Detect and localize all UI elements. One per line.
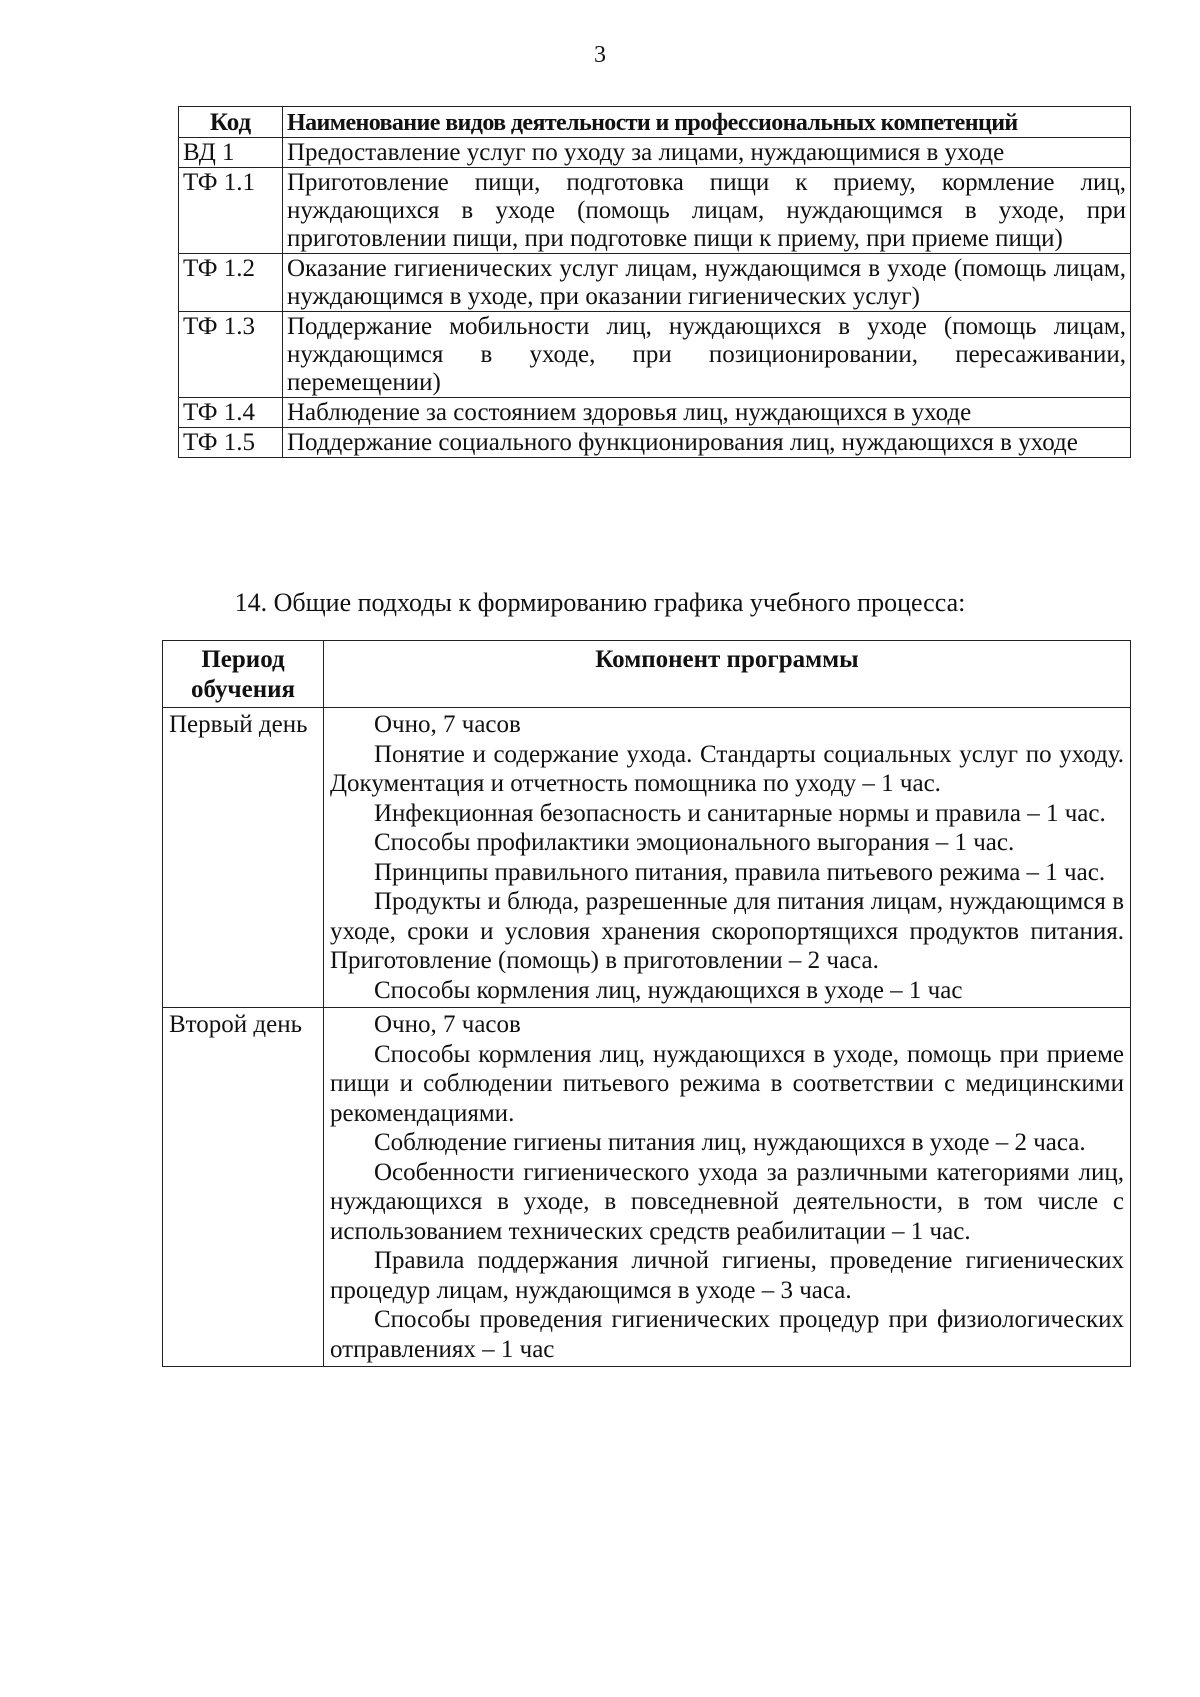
period-cell: Второй день (163, 1008, 324, 1367)
row-code: ТФ 1.5 (179, 428, 283, 458)
component-paragraph: Особенности гигиенического ухода за различными категориями лиц, нуждающихся в уходе, в повседневной деятельности, в том числе с использованием технических средств реабилитации – 1 час. (330, 1158, 1124, 1245)
row-code: ТФ 1.4 (179, 398, 283, 428)
schedule-row-day-1 (163, 708, 1131, 1008)
period-cell: Первый день (163, 708, 324, 1008)
row-code: ТФ 1.1 (179, 168, 283, 254)
row-name: Поддержание социального функционирования лиц, нуждающихся в уходе (283, 428, 1131, 458)
competencies-table-body (179, 138, 1131, 458)
table-header-row (163, 641, 1131, 708)
table-row (179, 168, 1131, 254)
row-code: ВД 1 (179, 138, 283, 168)
component-paragraph: Правила поддержания личной гигиены, проведение гигиенических процедур лицам, нуждающимся в уходе – 3 часа. (330, 1247, 1124, 1304)
component-paragraph: Способы кормления лиц, нуждающихся в уходе, помощь при приеме пищи и соблюдении питьевого режима в соответствии с медицинскими рекомендациями. (330, 1040, 1124, 1127)
component-paragraph: Принципы правильного питания, правила питьевого режима – 1 час. (374, 858, 1106, 886)
component-paragraph: Соблюдение гигиены питания лиц, нуждающихся в уходе – 2 часа. (374, 1129, 1086, 1156)
row-code: ТФ 1.2 (179, 254, 283, 312)
component-paragraph: Очно, 7 часов (374, 711, 521, 738)
table-row (179, 398, 1131, 428)
component-paragraph: Очно, 7 часов (374, 1011, 521, 1038)
row-code: ТФ 1.3 (179, 312, 283, 398)
row-name: Оказание гигиенических услуг лицам, нуждающимся в уходе (помощь лицам, нуждающимся в уходе, при оказании гигиенических услуг) (283, 254, 1131, 312)
row-name: Предоставление услуг по уходу за лицами, нуждающимися в уходе (283, 138, 1131, 168)
competencies-table (178, 106, 1131, 458)
component-cell (324, 1008, 1131, 1367)
period-column-header: Период обучения (163, 641, 324, 708)
name-column-header: Наименование видов деятельности и профессиональных компетенций (283, 107, 1131, 138)
component-paragraph: Способы профилактики эмоционального выгорания – 1 час. (374, 829, 1015, 856)
row-name: Наблюдение за состоянием здоровья лиц, нуждающихся в уходе (283, 398, 1131, 428)
page-number: 3 (594, 42, 606, 68)
table-row (179, 428, 1131, 458)
table-row (179, 254, 1131, 312)
row-name: Поддержание мобильности лиц, нуждающихся в уходе (помощь лицам, нуждающимся в уходе, при позиционировании, пересаживании, перемещении) (283, 312, 1131, 398)
component-paragraph: Способы проведения гигиенических процедур при физиологических отправлениях – 1 час (330, 1306, 1124, 1363)
component-paragraph: Понятие и содержание ухода. Стандарты социальных услуг по уходу. Документация и отчетность помощника по уходу – 1 час. (330, 740, 1124, 797)
component-column-header: Компонент программы (324, 641, 1131, 708)
table-row (179, 138, 1131, 168)
schedule-row-day-2 (163, 1008, 1131, 1367)
row-name: Приготовление пищи, подготовка пищи к приему, кормление лиц, нуждающихся в уходе (помощь лицам, нуждающимся в уходе, при приготовлении пищи, при подготовке пищи к приему, при приеме пищи) (283, 168, 1131, 254)
component-paragraph: Способы кормления лиц, нуждающихся в уходе – 1 час (374, 976, 963, 1004)
table-header-row (179, 107, 1131, 138)
table-row (179, 312, 1131, 398)
schedule-table (162, 640, 1131, 1367)
component-paragraph: Инфекционная безопасность и санитарные нормы и правила – 1 час. (374, 799, 1106, 827)
code-column-header: Код (179, 107, 283, 138)
section-title: 14. Общие подходы к формированию графика учебного процесса: (234, 588, 966, 617)
component-paragraph: Продукты и блюда, разрешенные для питания лицам, нуждающимся в уходе, сроки и условия хранения скоропортящихся продуктов питания. Приготовление (помощь) в приготовлении – 2 часа. (330, 888, 1124, 974)
component-cell (324, 708, 1131, 1008)
